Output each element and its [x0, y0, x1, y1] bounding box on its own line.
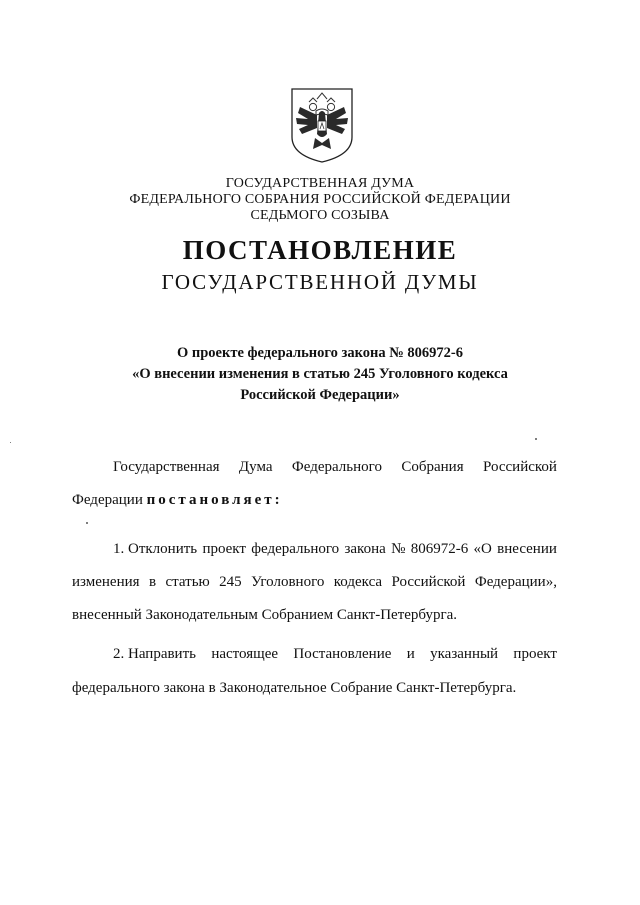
item-1-word: Федерации»,	[474, 574, 557, 590]
item-1-word: 806972-6	[410, 541, 469, 557]
document-issuer: ГОСУДАРСТВЕННОЙ ДУМЫ	[161, 270, 479, 294]
item-1-word: 1. Отклонить	[113, 541, 198, 557]
item-2-word: и	[406, 646, 415, 662]
item-1-word: внесении	[497, 541, 557, 557]
item-2-word: указанный	[430, 646, 499, 662]
scan-speck	[86, 522, 88, 524]
item-1-line-3: внесенный Законодательным Собранием Санкт-Петербурга.	[72, 607, 458, 623]
item-1-word: федерального	[251, 541, 340, 557]
preamble-text: Федерации	[72, 492, 147, 508]
subject-line-1: О проекте федерального закона № 806972-6	[176, 345, 464, 361]
preamble-word: Государственная	[113, 459, 220, 475]
item-1-word: Уголовного	[251, 574, 325, 590]
item-1-word: «О	[473, 541, 492, 557]
header-line-2: ФЕДЕРАЛЬНОГО СОБРАНИЯ РОССИЙСКОЙ ФЕДЕРАЦИИ	[129, 192, 511, 207]
header-line-3: СЕДЬМОГО СОЗЫВА	[250, 208, 390, 223]
item-2-word: настоящее	[211, 646, 279, 662]
preamble-verb: постановляет:	[146, 492, 283, 508]
scan-speck	[535, 438, 537, 440]
header-line-1: ГОСУДАРСТВЕННАЯ ДУМА	[225, 176, 415, 191]
coat-of-arms-emblem-icon	[288, 85, 356, 165]
preamble-word: Российской	[483, 459, 557, 475]
item-1-line-2	[72, 574, 557, 591]
item-2-line-1	[113, 646, 557, 663]
item-1-word: изменения	[72, 574, 140, 590]
item-1-word: кодекса	[333, 574, 383, 590]
item-2-word: проект	[513, 646, 557, 662]
scan-speck	[10, 442, 11, 443]
item-2-line-2: федерального закона в Законодательное Собрание Санкт-Петербурга.	[72, 680, 517, 696]
item-1-line-1	[113, 541, 557, 558]
preamble-word: Собрания	[401, 459, 464, 475]
preamble-word: Дума	[238, 459, 273, 475]
item-2-word: 2. Направить	[113, 646, 196, 662]
item-1-word: проект	[202, 541, 246, 557]
item-1-word: №	[391, 541, 406, 557]
item-1-word: в	[148, 574, 157, 590]
preamble-line-2	[72, 492, 283, 509]
item-1-word: Российской	[391, 574, 466, 590]
preamble-line-1	[113, 459, 557, 476]
subject-line-3: Российской Федерации»	[240, 387, 400, 403]
item-1-word: 245	[219, 574, 242, 590]
subject-line-2: «О внесении изменения в статью 245 Уголовного кодекса	[132, 366, 508, 382]
item-1-word: статью	[165, 574, 210, 590]
document-type-title: ПОСТАНОВЛЕНИЕ	[182, 235, 458, 265]
item-1-word: закона	[344, 541, 386, 557]
item-2-word: Постановление	[293, 646, 392, 662]
preamble-word: Федерального	[291, 459, 382, 475]
